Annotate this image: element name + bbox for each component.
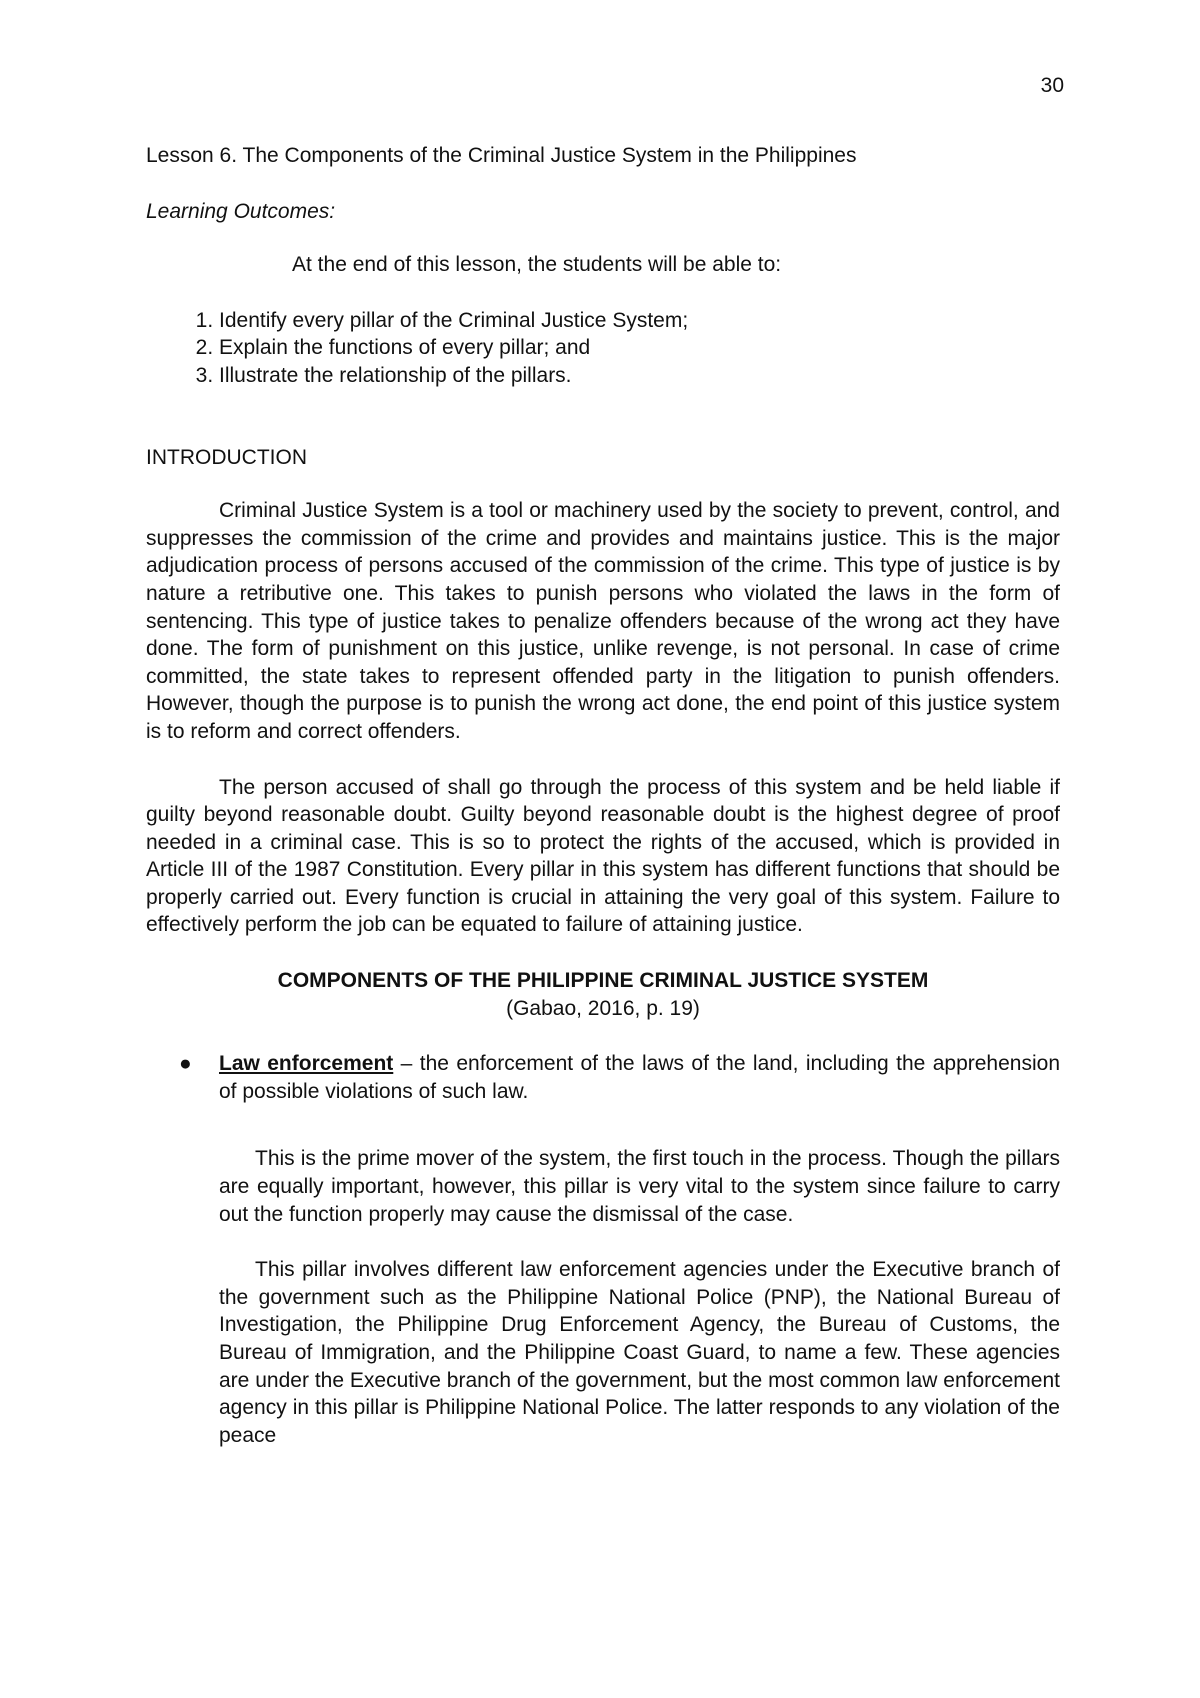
- components-title: COMPONENTS OF THE PHILIPPINE CRIMINAL JUSTICE SYSTEM: [277, 969, 929, 993]
- bullet-icon: ●: [179, 1052, 192, 1076]
- law-enforcement-paragraph: This is the prime mover of the system, the first touch in the process. Though the pillars are equally important, however, this pillar is very vital to the system since failure to carry out the function properly may cause the dismissal of the case.: [219, 1147, 1060, 1226]
- list-item: 2. Explain the functions of every pillar; and: [219, 334, 1060, 362]
- list-item: 3. Illustrate the relationship of the pillars.: [219, 362, 1060, 390]
- law-enforcement-bullet: [179, 1050, 1060, 1105]
- law-enforcement-paragraph: This pillar involves different law enforcement agencies under the Executive branch of the government such as the Philippine National Police (PNP), the National Bureau of Investigation, the Philippine Drug Enforcement Agency, the Bureau of Customs, the Bureau of Immigration, and the Philippine Coast Guard, to name a few. These agencies are under the Executive branch of the government, but the most common law enforcement agency in this pillar is Philippine National Police. The latter responds to any violation of the peace: [219, 1258, 1060, 1447]
- lesson-title: Lesson 6. The Components of the Criminal Justice System in the Philippines: [146, 144, 857, 167]
- introduction-paragraph: Criminal Justice System is a tool or machinery used by the society to prevent, control, and suppresses the commission of the crime and provides and maintains justice. This is the major adjudication process of persons accused of the commission of the crime. This type of justice is by nature a retributive one. This takes to punish persons who violated the laws in the form of sentencing. This type of justice takes to penalize offenders because of the wrong act they have done. The form of punishment on this justice, unlike revenge, is not personal. In case of crime committed, the state takes to represent offended party in the litigation to punish offenders. However, though the purpose is to punish the wrong act done, the end point of this justice system is to reform and correct offenders.: [146, 499, 1060, 743]
- learning-outcomes-list: [146, 307, 1060, 390]
- page-number: 30: [1040, 74, 1064, 97]
- introduction-paragraph: The person accused of shall go through the process of this system and be held liable if guilty beyond reasonable doubt. Guilty beyond reasonable doubt is the highest degree of proof needed in a criminal case. This is so to protect the rights of the accused, which is provided in Article III of the 1987 Constitution. Every pillar in this system has different functions that should be properly carried out. Every function is crucial in attaining the very goal of this system. Failure to effectively perform the job can be equated to failure of attaining justice.: [146, 775, 1060, 937]
- document-body: [146, 142, 1060, 1449]
- learning-outcomes-intro: At the end of this lesson, the students will be able to:: [292, 253, 782, 277]
- learning-outcomes-label: Learning Outcomes:: [146, 199, 336, 223]
- law-enforcement-definition: – the enforcement of the laws of the land, including the apprehension of possible violations of such law.: [219, 1052, 1060, 1103]
- law-enforcement-term: Law enforcement: [219, 1052, 394, 1076]
- components-citation: (Gabao, 2016, p. 19): [506, 996, 700, 1020]
- list-item: 1. Identify every pillar of the Criminal Justice System;: [219, 307, 1060, 335]
- introduction-heading: INTRODUCTION: [146, 445, 307, 469]
